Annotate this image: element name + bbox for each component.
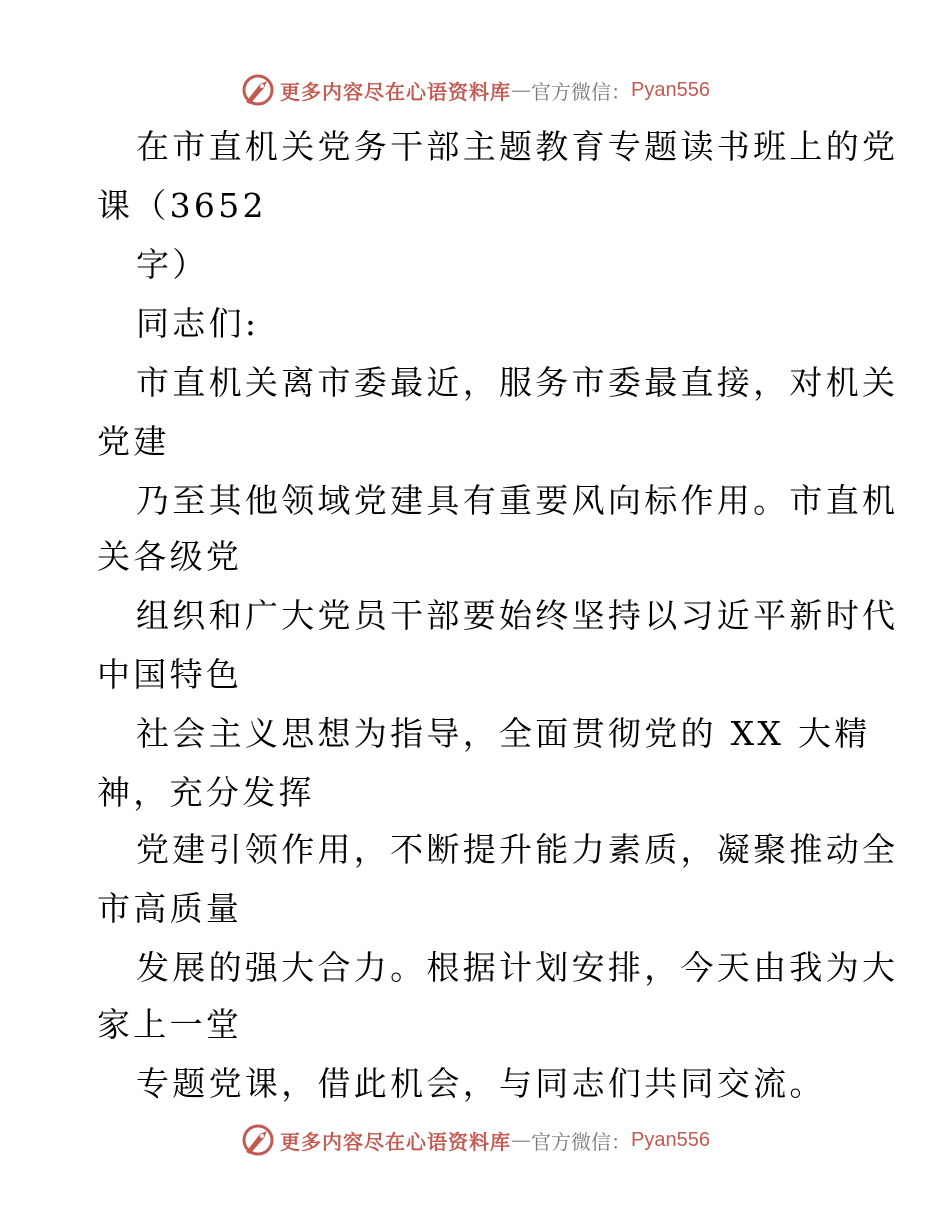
watermark-header: [0, 70, 950, 110]
document-paragraph-line: 市直机关离市委最近，服务市委最直接，对机关: [136, 363, 899, 402]
document-title-line-2: 课（3652: [97, 186, 267, 225]
watermark-dash: —: [511, 78, 532, 102]
document-greeting: 同志们:: [136, 304, 260, 343]
pen-nib-circle-icon: [240, 1122, 276, 1158]
document-paragraph-line: 关各级党: [97, 537, 243, 576]
document-paragraph-line: 社会主义思想为指导，全面贯彻党的 XX 大精: [136, 714, 871, 753]
document-paragraph-line: 乃至其他领域党建具有重要风向标作用。市直机: [136, 481, 899, 520]
document-title-line-3: 字）: [136, 245, 209, 284]
document-paragraph-line: 神，充分发挥: [97, 773, 315, 812]
document-paragraph-line: 市高质量: [97, 889, 243, 928]
watermark-official-label: 官方微信：: [531, 79, 632, 104]
document-paragraph-line: 发展的强大合力。根据计划安排，今天由我为大: [136, 948, 899, 987]
document-paragraph-line: 专题党课，借此机会，与同志们共同交流。: [136, 1064, 826, 1103]
document-paragraph-line: 党建: [97, 422, 170, 461]
watermark-official-label: 官方微信：: [531, 1129, 632, 1154]
watermark-text: 更多内容尽在心语资料库: [280, 1129, 512, 1154]
document-title-line-1: 在市直机关党务干部主题教育专题读书班上的党: [136, 127, 899, 166]
document-paragraph-line: 中国特色: [97, 655, 243, 694]
watermark-wechat-id: Pyan556: [631, 1128, 710, 1151]
document-paragraph-line: 组织和广大党员干部要始终坚持以习近平新时代: [136, 596, 899, 635]
pen-nib-circle-icon: [240, 72, 276, 108]
watermark-text: 更多内容尽在心语资料库: [280, 79, 512, 104]
document-paragraph-line: 家上一堂: [97, 1005, 243, 1044]
watermark-footer: [0, 1120, 950, 1160]
document-paragraph-line: 党建引领作用，不断提升能力素质，凝聚推动全: [136, 830, 899, 869]
watermark-wechat-id: Pyan556: [631, 78, 710, 101]
watermark-dash: —: [511, 1128, 532, 1152]
